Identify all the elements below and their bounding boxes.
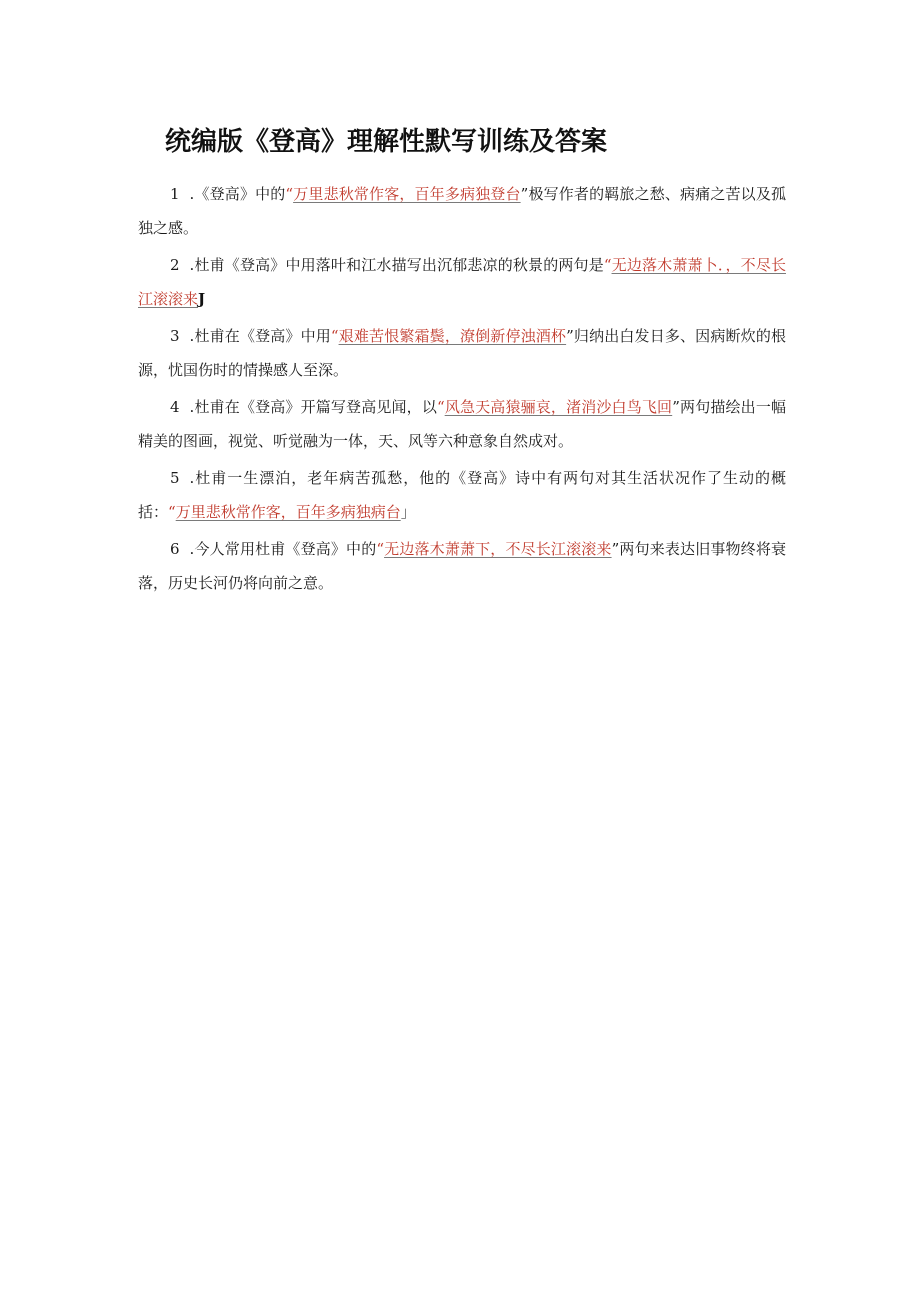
question-stem-before: .《登高》中的 bbox=[189, 185, 286, 203]
question-stem-after: 两句描绘出一幅精美的图画，视觉、听觉融为一体，天、风等六种意象自然成对。 bbox=[138, 398, 786, 450]
question-stem-after: 极写作者的羁旅之愁、病痛之苦以及孤独之感。 bbox=[138, 185, 786, 237]
close-quote: J bbox=[198, 290, 206, 308]
question-stem-before: .杜甫《登高》中用落叶和江水描写出沉郁悲凉的秋景的两句是 bbox=[189, 256, 604, 274]
close-quote: 」 bbox=[400, 503, 416, 521]
close-quote: ” bbox=[566, 327, 574, 345]
question-item-6 bbox=[138, 532, 786, 600]
answer-text: 风急天高猿骊哀，渚消沙白鸟飞回 bbox=[444, 398, 673, 416]
open-quote: “ bbox=[330, 327, 339, 345]
question-number: 3 bbox=[170, 327, 180, 345]
close-quote: ” bbox=[520, 185, 529, 203]
question-item-3 bbox=[138, 319, 786, 387]
answer-text: 无边落木萧萧下，不尽长江滚滚来 bbox=[384, 540, 612, 558]
question-item-1 bbox=[138, 177, 786, 245]
open-quote: “ bbox=[168, 503, 176, 521]
answer-text: 万里悲秋常作客，百年多病独病台 bbox=[175, 503, 401, 521]
question-list bbox=[138, 177, 786, 603]
question-stem-before: .杜甫在《登高》中用 bbox=[189, 327, 331, 345]
answer-text: 艰难苦恨繁霜鬓，潦倒新停浊酒杯 bbox=[338, 327, 567, 345]
open-quote: “ bbox=[603, 256, 612, 274]
question-number: 6 bbox=[170, 540, 180, 558]
question-stem-after: 归纳出白发日多、因病断炊的根源，忧国伤时的情操感人至深。 bbox=[138, 327, 786, 379]
close-quote: ” bbox=[611, 540, 620, 558]
question-number: 1 bbox=[170, 185, 180, 203]
question-number: 4 bbox=[170, 398, 180, 416]
question-number: 5 bbox=[170, 469, 180, 487]
question-item-4 bbox=[138, 390, 786, 458]
page-title: 统编版《登高》理解性默写训练及答案 bbox=[165, 127, 608, 157]
close-quote: ” bbox=[672, 398, 680, 416]
question-number: 2 bbox=[170, 256, 180, 274]
answer-text: 万里悲秋常作客，百年多病独登台 bbox=[293, 185, 521, 203]
question-stem-after: 两句来表达旧事物终将衰落，历史长河仍将向前之意。 bbox=[138, 540, 786, 592]
question-item-5 bbox=[138, 461, 786, 529]
open-quote: “ bbox=[376, 540, 385, 558]
answer-text: 无边落木萧萧卜．，不尽长江滚滚来 bbox=[138, 256, 786, 308]
question-stem-before: .今人常用杜甫《登高》中的 bbox=[189, 540, 377, 558]
question-stem-before: .杜甫一生漂泊，老年病苦孤愁，他的《登高》诗中有两句对其生活状况作了生动的概括： bbox=[138, 469, 786, 521]
open-quote: “ bbox=[285, 185, 294, 203]
open-quote: “ bbox=[437, 398, 445, 416]
question-stem-before: .杜甫在《登高》开篇写登高见闻，以 bbox=[189, 398, 437, 416]
question-item-2 bbox=[138, 248, 786, 316]
